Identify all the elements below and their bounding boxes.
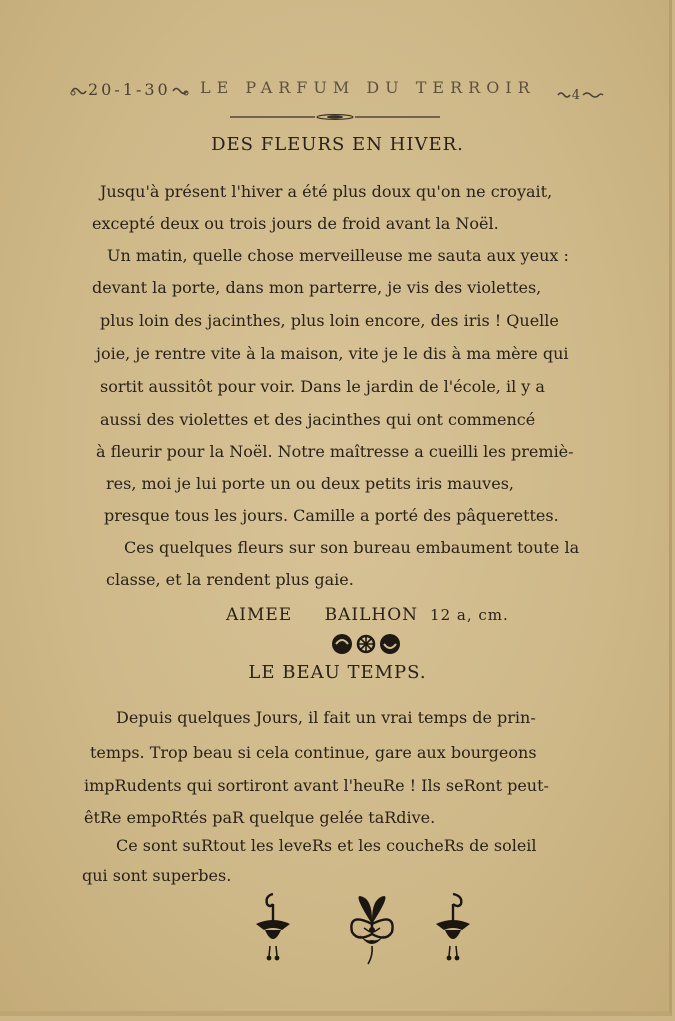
text-line: temps. Trop beau si cela continue, gare aux bourgeons <box>90 743 537 762</box>
text-line: Jusqu'à présent l'hiver a été plus doux qu'on ne croyait, <box>100 182 553 201</box>
text-line: Depuis quelques Jours, il fait un vrai temps de prin- <box>116 708 536 727</box>
scroll-ornament-icon <box>556 90 572 101</box>
issue-date <box>70 80 189 99</box>
text-line: Un matin, quelle chose merveilleuse me sauta aux yeux : <box>107 246 569 265</box>
pansy-flower-icon <box>346 890 398 966</box>
text-line: Ce sont suRtout les leveRs et les coucheRs de soleil <box>116 836 537 855</box>
text-line: excepté deux ou trois jours de froid avant la Noël. <box>92 214 499 233</box>
scroll-ornament-icon <box>171 85 189 97</box>
text-line: impRudents qui sortiront avant l'heuRe ! Ils seRont peut- <box>84 776 549 795</box>
journal-title: LE PARFUM DU TERROIR <box>200 78 536 97</box>
scroll-ornament-icon <box>70 85 88 97</box>
floral-divider-icon <box>331 633 401 655</box>
scroll-ornament-icon <box>581 90 605 101</box>
text-line: presque tous les jours. Camille a porté des pâquerettes. <box>104 506 559 525</box>
page-number-text: 4 <box>571 88 581 103</box>
article-title-beau-temps: LE BEAU TEMPS. <box>248 662 427 683</box>
text-line: êtRe empoRtés paR quelque gelée taRdive. <box>84 808 436 827</box>
fuchsia-flower-right-icon <box>430 890 476 966</box>
author-signature <box>226 605 509 625</box>
author-name: AIMEE BAILHON <box>226 605 419 625</box>
text-line: Ces quelques fleurs sur son bureau embaument toute la <box>124 538 580 557</box>
text-line: à fleurir pour la Noël. Notre maîtresse a cueilli les premiè- <box>96 442 574 461</box>
text-line: plus loin des jacinthes, plus loin encore, des iris ! Quelle <box>100 311 559 330</box>
page-header <box>70 78 605 104</box>
text-line: sortit aussitôt pour voir. Dans le jardin de l'école, il y a <box>100 377 545 396</box>
author-class: 12 a, cm. <box>430 606 509 624</box>
text-line: devant la porte, dans mon parterre, je vis des violettes, <box>92 278 542 297</box>
issue-date-text: 20-1-30 <box>88 80 171 99</box>
text-line: joie, je rentre vite à la maison, vite je le dis à ma mère qui <box>96 344 569 363</box>
decorative-rule-icon <box>230 114 440 120</box>
text-line: classe, et la rendent plus gaie. <box>106 570 354 589</box>
text-line: qui sont superbes. <box>82 866 232 885</box>
text-line: res, moi je lui porte un ou deux petits iris mauves, <box>106 474 514 493</box>
text-line: aussi des violettes et des jacinthes qui ont commencé <box>100 410 536 429</box>
article-title-fleurs: DES FLEURS EN HIVER. <box>211 134 464 155</box>
fuchsia-flower-left-icon <box>250 890 296 966</box>
page-number <box>556 88 605 103</box>
